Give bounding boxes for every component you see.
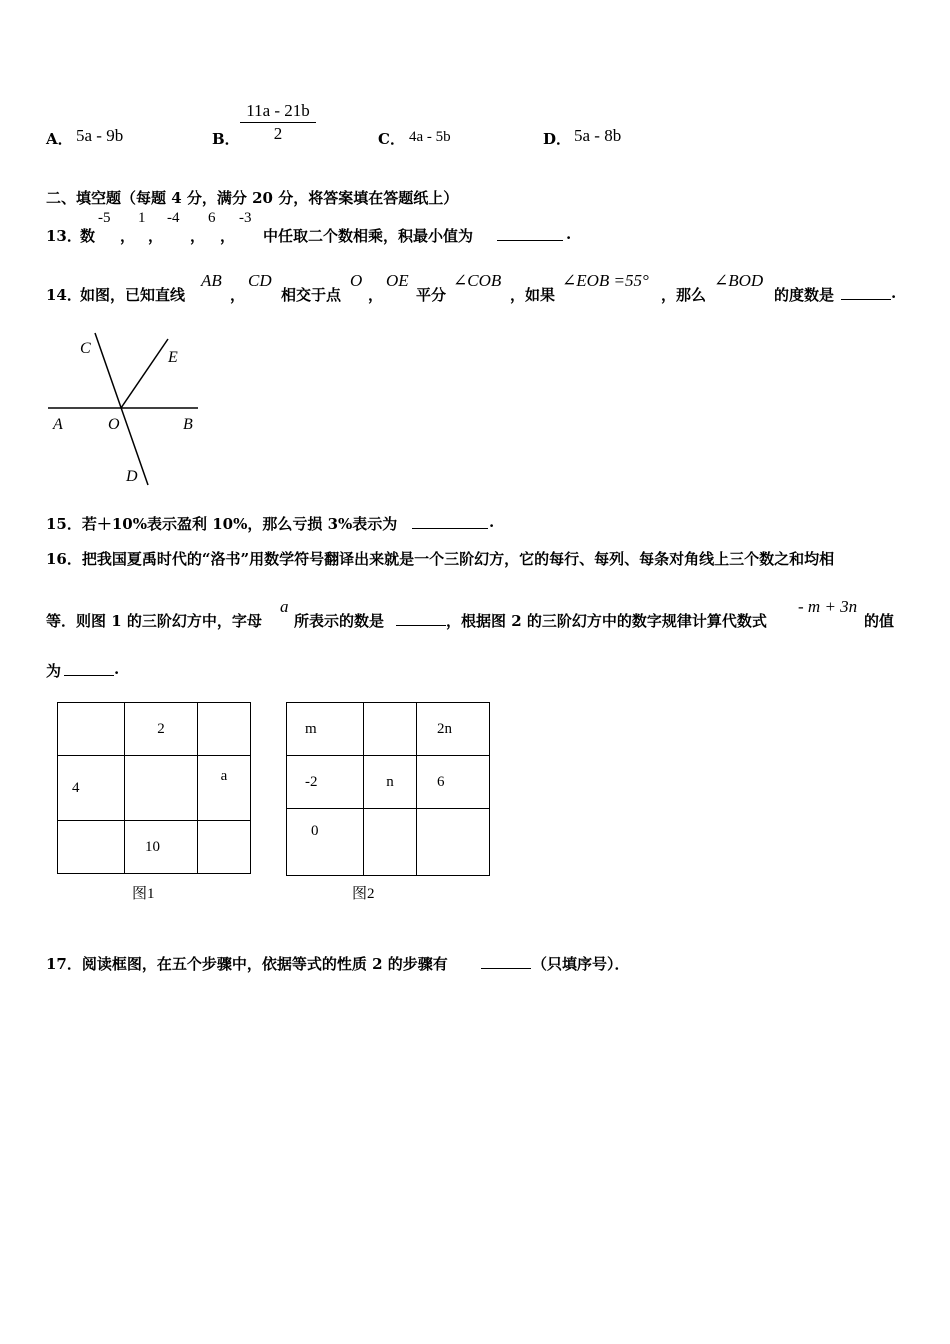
label-b: B — [183, 416, 193, 433]
section-heading: 二、填空题（每题 4 分，满分 20 分，将答案填在答题纸上） — [46, 189, 459, 207]
grid1-cell: a — [198, 756, 251, 821]
q16-line-2d: 的值 — [864, 612, 895, 630]
q14-ray-oe: OE — [386, 271, 409, 290]
q15-answer-blank — [412, 514, 488, 533]
grid2-cell: 2n — [417, 703, 490, 756]
q16-line-2b: 所表示的数是 — [294, 612, 385, 630]
q14-text-2: 相交于点 — [281, 286, 342, 304]
figure-1-caption: 图1 — [132, 886, 155, 902]
option-b-label: B． — [212, 130, 240, 148]
q13-sep-2: ， — [148, 227, 164, 245]
label-a: A — [53, 416, 63, 433]
label-o: O — [108, 416, 120, 433]
option-a-expr: 5a - 9b — [76, 126, 124, 145]
option-a-label: A． — [46, 130, 73, 148]
q13-tail: 中任取二个数相乘，积最小值为 — [263, 227, 474, 245]
option-c-expr: 4a - 5b — [409, 129, 451, 145]
q16-expression: - m + 3n — [798, 597, 858, 616]
q13-sep-4: ， — [220, 227, 236, 245]
q16-blank-1 — [396, 611, 446, 630]
grid2-cell — [364, 809, 417, 876]
q16-var-a: a — [280, 597, 289, 616]
grid2-cell — [417, 809, 490, 876]
q16-end: . — [114, 660, 120, 678]
option-b-fraction — [240, 101, 316, 144]
q16-line-2a: 等．则图 1 的三阶幻方中，字母 — [46, 612, 262, 630]
label-d: D — [126, 468, 138, 485]
label-c: C — [80, 340, 91, 357]
option-c-label: C． — [378, 130, 405, 148]
grid2-cell: 6 — [417, 756, 490, 809]
q15-text: 15．若＋10%表示盈利 10%，那么亏损 3%表示为 — [46, 515, 398, 533]
q13-num-5: -3 — [239, 210, 252, 226]
q14-text-5: ，那么 — [661, 286, 707, 304]
q14-answer-blank — [841, 285, 891, 304]
q13-num-2: 1 — [138, 210, 146, 226]
grid2-cell: 0 — [287, 809, 364, 876]
q13-sep-3: ， — [190, 227, 206, 245]
q13-lead: 数 — [80, 227, 96, 245]
q14-line-cd: CD — [248, 271, 272, 290]
grid1-cell — [198, 703, 251, 756]
q13-num-1: -5 — [98, 210, 111, 226]
q17-answer-blank — [481, 954, 531, 973]
q14-text-1: 如图，已知直线 — [80, 286, 186, 304]
grid1-cell: 2 — [125, 703, 198, 756]
q14-end: . — [891, 284, 897, 302]
option-d-expr: 5a - 8b — [574, 126, 622, 145]
q14-angle-bod: ∠BOD — [714, 271, 764, 290]
q16-line-2c: ，根据图 2 的三阶幻方中的数字规律计算代数式 — [446, 612, 767, 630]
q15-end: . — [489, 513, 495, 531]
q14-text-6: 的度数是 — [774, 286, 835, 304]
q14-point-o: O — [350, 271, 363, 290]
ray-oe — [121, 339, 168, 408]
grid2-cell — [364, 703, 417, 756]
q13-answer-blank — [497, 226, 563, 245]
grid1-cell — [58, 703, 125, 756]
option-b-denominator: 2 — [273, 124, 283, 143]
q14-angle-cob: ∠COB — [453, 271, 502, 290]
grid1-cell — [198, 821, 251, 874]
q13-number: 13． — [46, 227, 82, 245]
q14-comma-1: ， — [230, 286, 246, 304]
q13-end: . — [566, 225, 572, 243]
q14-line-ab: AB — [201, 271, 222, 290]
q17-tail: （只填序号）． — [532, 955, 630, 973]
grid2-cell: -2 — [287, 756, 364, 809]
grid1-cell: 4 — [58, 756, 125, 821]
q16-line-1: 16．把我国夏禹时代的“洛书”用数学符号翻译出来就是一个三阶幻方，它的每行、每列、每条对角线上三个数之和均相 — [46, 550, 835, 568]
intersecting-lines-figure — [40, 325, 220, 490]
q14-text-3: 平分 — [416, 286, 447, 304]
q13-sep-1: ， — [120, 227, 136, 245]
q13-num-4: 6 — [208, 210, 216, 226]
grid2-cell: m — [287, 703, 364, 756]
option-d-label: D． — [543, 130, 572, 148]
magic-square-2 — [286, 702, 490, 876]
label-e: E — [168, 349, 178, 366]
fraction-bar — [240, 122, 316, 123]
q14-angle-eob: ∠EOB =55° — [562, 271, 649, 290]
grid1-cell — [125, 756, 198, 821]
q14-number: 14． — [46, 286, 82, 304]
grid2-cell: n — [364, 756, 417, 809]
q16-blank-2 — [64, 661, 114, 680]
grid1-cell — [58, 821, 125, 874]
grid1-cell: 10 — [125, 821, 198, 874]
magic-square-1 — [57, 702, 251, 874]
figure-2-caption: 图2 — [352, 886, 375, 902]
q13-num-3: -4 — [167, 210, 180, 226]
option-b-numerator: 11a - 21b — [246, 101, 310, 120]
line-cd — [95, 333, 148, 485]
q16-line-3: 为 — [46, 662, 62, 680]
q17-text: 17．阅读框图，在五个步骤中，依据等式的性质 2 的步骤有 — [46, 955, 448, 973]
q14-text-4: ，如果 — [510, 286, 556, 304]
q14-comma-2: ， — [368, 286, 384, 304]
